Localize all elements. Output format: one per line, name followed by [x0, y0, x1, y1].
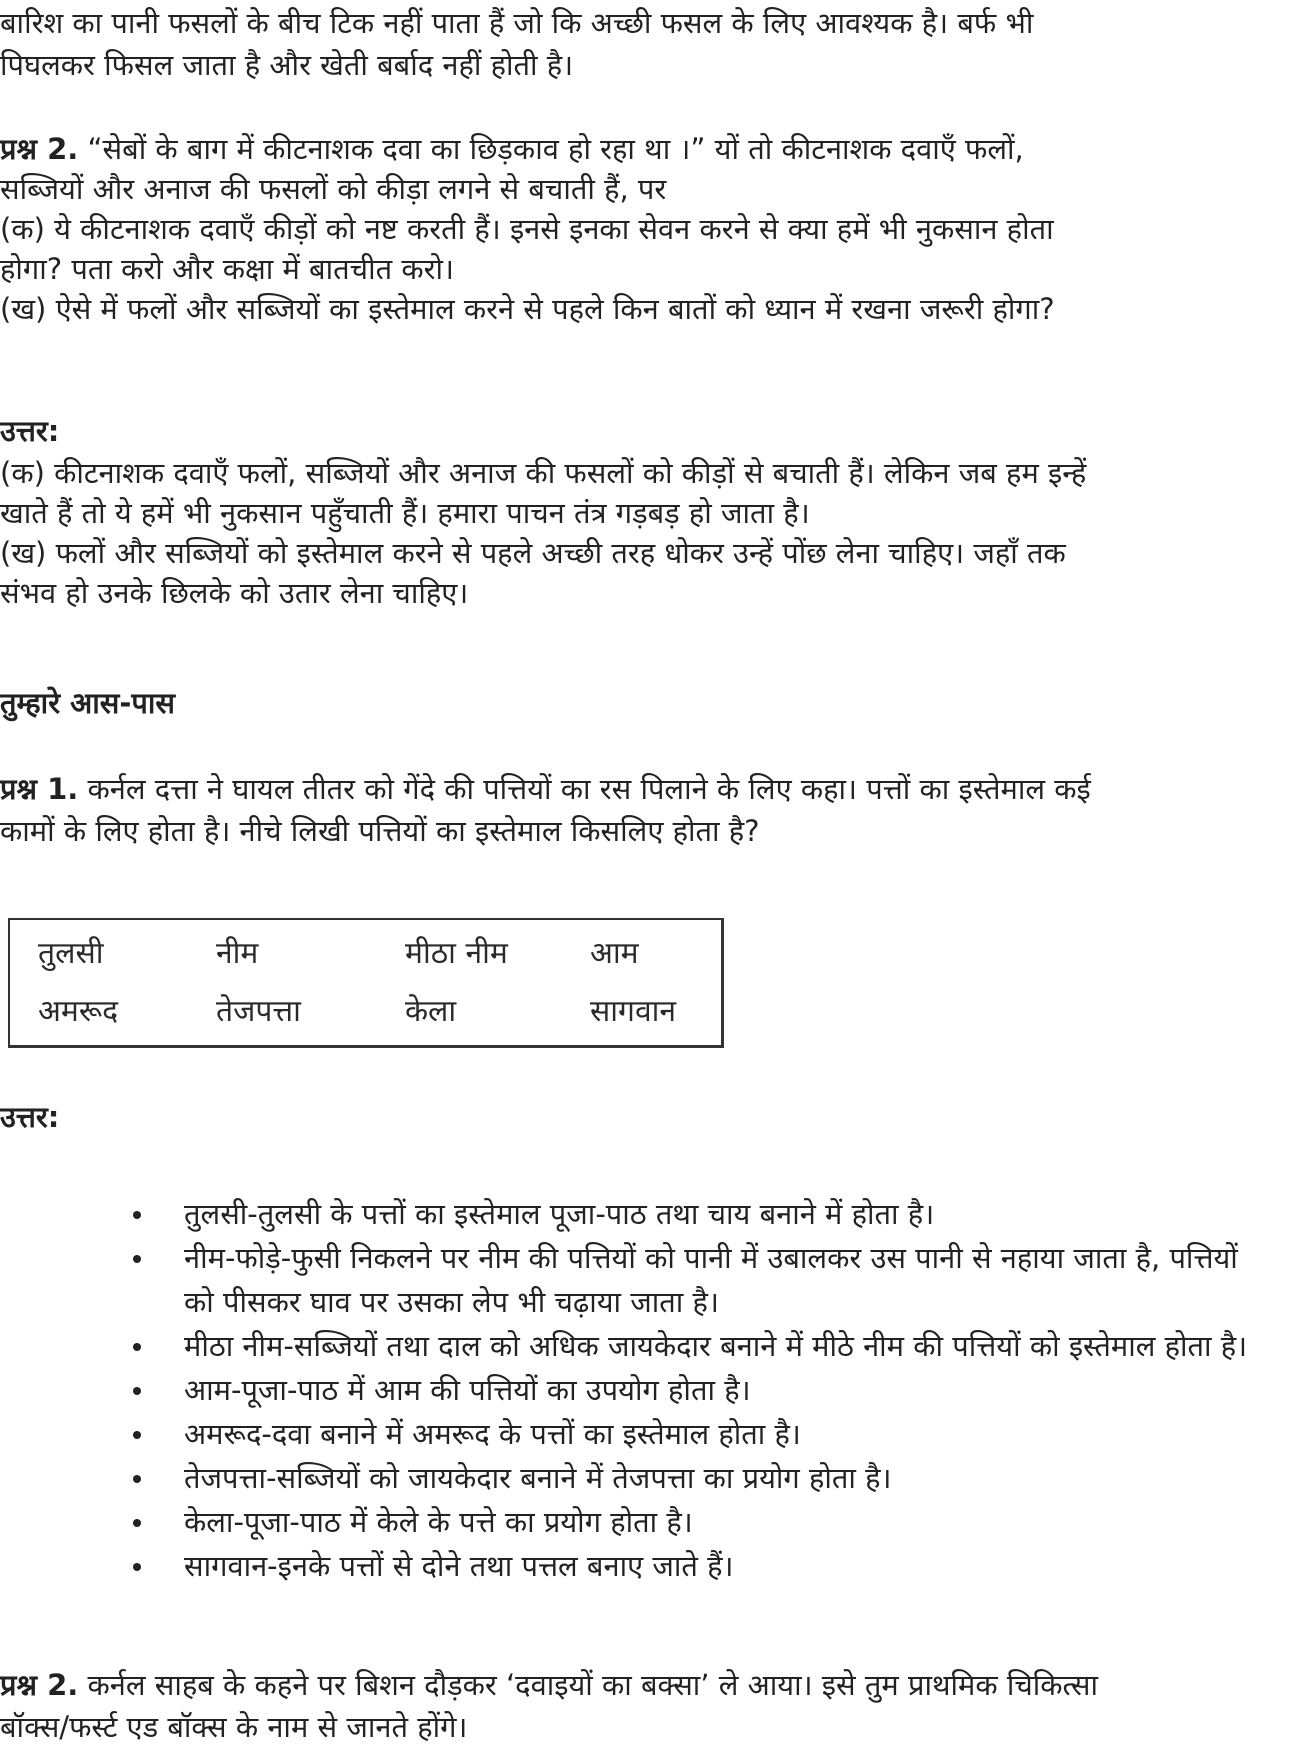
list-item: अमरूद-दवा बनाने में अमरूद के पत्तों का इस्तेमाल होता है।: [0, 1412, 1296, 1456]
answer-1-list: [0, 1192, 1296, 1588]
question-1-line-2: कामों के लिए होता है। नीचे लिखी पत्तियों का इस्तेमाल किसलिए होता है?: [0, 814, 760, 848]
bullet-icon: [133, 1343, 141, 1351]
bullet-icon: [133, 1563, 141, 1571]
answer-2-line-4: संभव हो उनके छिलके को उतार लेना चाहिए।: [0, 576, 469, 610]
bullet-icon: [133, 1387, 141, 1395]
list-item: नीम-फोड़े-फुसी निकलने पर नीम की पत्तियों को पानी में उबालकर उस पानी से नहाया जाता है, पत्तियों को पीसकर घाव पर उसका लेप भी चढ़ाया जाता है।: [0, 1236, 1296, 1324]
leaf-tulsi: तुलसी: [38, 936, 104, 971]
question-1-text-1: कर्नल दत्ता ने घायल तीतर को गेंदे की पत्तियों का रस पिलाने के लिए कहा। पत्तों का इस्तेमाल कई: [87, 772, 1091, 806]
question-2-line-4: होगा? पता करो और कक्षा में बातचीत करो।: [0, 252, 454, 286]
question-1-label: प्रश्न 1.: [0, 772, 79, 806]
leaf-tejpatta: तेजपत्ता: [216, 994, 301, 1029]
answer-2-line-3: (ख) फलों और सब्जियों को इस्तेमाल करने से पहले अच्छी तरह धोकर उन्हें पोंछ लेना चाहिए। जहाँ तक: [0, 536, 1066, 570]
question-1-line-1: [0, 766, 1296, 812]
leaves-box: [8, 918, 724, 1048]
list-item: तेजपत्ता-सब्जियों को जायकेदार बनाने में तेजपत्ता का प्रयोग होता है।: [0, 1456, 1296, 1500]
question-2b-line-2: बॉक्स/फर्स्ट एड बॉक्स के नाम से जानते होंगे।: [0, 1710, 468, 1744]
question-2-line-5: (ख) ऐसे में फलों और सब्जियों का इस्तेमाल करने से पहले किन बातों को ध्यान में रखना जरूरी होगा?: [0, 292, 1055, 326]
question-2b-text-1: कर्नल साहब के कहने पर बिशन दौड़कर ‘दवाइयों का बक्सा’ ले आया। इसे तुम प्राथमिक चिकित्सा: [87, 1668, 1098, 1702]
question-2-line-3: (क) ये कीटनाशक दवाएँ कीड़ों को नष्ट करती हैं। इनसे इनका सेवन करने से क्या हमें भी नुकसान होता: [0, 212, 1054, 246]
leaf-neem: नीम: [216, 936, 259, 971]
list-item: आम-पूजा-पाठ में आम की पत्तियों का उपयोग होता है।: [0, 1368, 1296, 1412]
leaf-sagwan: सागवान: [590, 994, 677, 1029]
leaf-meetha-neem: मीठा नीम: [405, 936, 508, 971]
intro-line-1: बारिश का पानी फसलों के बीच टिक नहीं पाता हैं जो कि अच्छी फसल के लिए आवश्यक है। बर्फ भी: [0, 6, 1034, 40]
question-2-text-1: “सेबों के बाग में कीटनाशक दवा का छिड़काव हो रहा था ।” यों तो कीटनाशक दवाएँ फलों,: [87, 132, 1024, 166]
list-item: सागवान-इनके पत्तों से दोने तथा पत्तल बनाए जाते हैं।: [0, 1544, 1296, 1588]
list-item: तुलसी-तुलसी के पत्तों का इस्तेमाल पूजा-पाठ तथा चाय बनाने में होता है।: [0, 1192, 1296, 1236]
bullet-icon: [133, 1211, 141, 1219]
bullet-icon: [133, 1255, 141, 1263]
question-2b-line-1: [0, 1662, 1296, 1708]
question-2-line-2: सब्जियों और अनाज की फसलों को कीड़ा लगने से बचाती हैं, पर: [0, 172, 667, 206]
leaf-amrood: अमरूद: [38, 994, 119, 1029]
answer-2-line-2: खाते हैं तो ये हमें भी नुकसान पहुँचाती हैं। हमारा पाचन तंत्र गड़बड़ हो जाता है।: [0, 496, 810, 530]
answer-1-label: उत्तर:: [0, 1100, 60, 1134]
bullet-icon: [133, 1519, 141, 1527]
leaf-aam: आम: [590, 936, 639, 971]
leaf-kela: केला: [405, 994, 457, 1029]
intro-line-2: पिघलकर फिसल जाता है और खेती बर्बाद नहीं होती है।: [0, 48, 574, 82]
list-item: केला-पूजा-पाठ में केले के पत्ते का प्रयोग होता है।: [0, 1500, 1296, 1544]
bullet-icon: [133, 1431, 141, 1439]
answer-2-line-1: (क) कीटनाशक दवाएँ फलों, सब्जियों और अनाज की फसलों को कीड़ों से बचाती हैं। लेकिन जब हम इन्हें: [0, 456, 1087, 490]
question-2-label: प्रश्न 2.: [0, 132, 79, 166]
question-2b-label: प्रश्न 2.: [0, 1668, 79, 1702]
bullet-icon: [133, 1475, 141, 1483]
answer-2-label: उत्तर:: [0, 414, 60, 448]
section-title: तुम्हारे आस-पास: [0, 686, 176, 720]
list-item: मीठा नीम-सब्जियों तथा दाल को अधिक जायकेदार बनाने में मीठे नीम की पत्तियों को इस्तेमाल होता है।: [0, 1324, 1296, 1368]
